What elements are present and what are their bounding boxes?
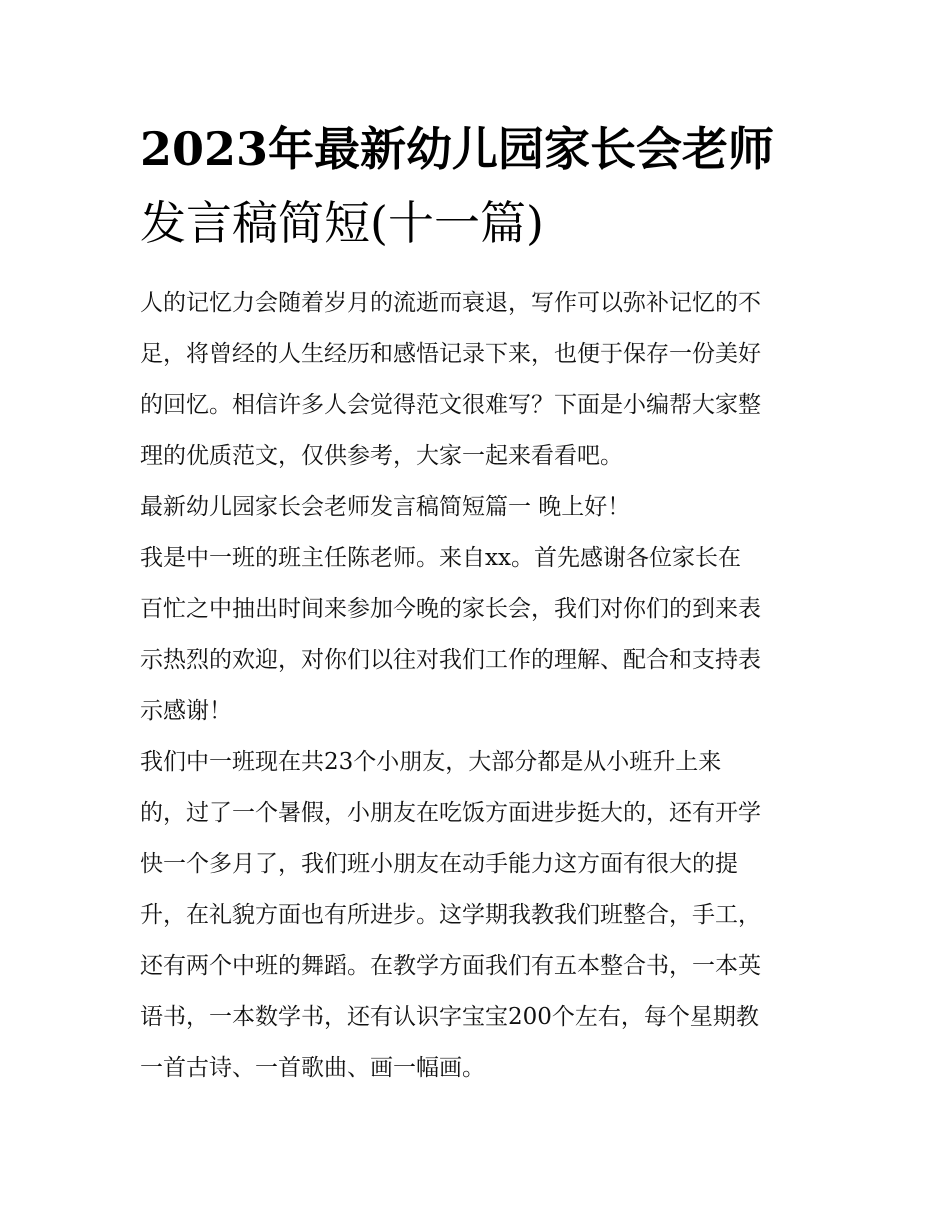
document-body: [140, 278, 820, 1094]
text-line: 百忙之中抽出时间来参加今晚的家长会，我们对你们的到来表: [140, 596, 761, 622]
text-line: 升，在礼貌方面也有所进步。这学期我教我们班整合，手工，: [140, 902, 761, 928]
text-line: 语书，一本数学书，还有认识字宝宝200个左右，每个星期教: [140, 1004, 759, 1030]
text-line: 我们中一班现在共23个小朋友，大部分都是从小班升上来: [140, 749, 722, 775]
paragraph-welcome: [140, 533, 820, 737]
text-line: 人的记忆力会随着岁月的流逝而衰退，写作可以弥补记忆的不: [140, 290, 761, 316]
text-line: 理的优质范文，仅供参考，大家一起来看看吧。: [140, 443, 623, 469]
text-line: 我是中一班的班主任陈老师。来自xx。首先感谢各位家长在: [140, 545, 741, 571]
document-title: [140, 112, 820, 260]
text-line: 还有两个中班的舞蹈。在教学方面我们有五本整合书，一本英: [140, 953, 761, 979]
text-line: 的回忆。相信许多人会觉得范文很难写？下面是小编帮大家整: [140, 392, 761, 418]
intro-paragraph: [140, 278, 820, 482]
text-line: 快一个多月了，我们班小朋友在动手能力这方面有很大的提: [140, 851, 738, 877]
text-line: 示感谢！: [140, 698, 232, 724]
title-line: 发言稿简短(十一篇): [140, 196, 544, 250]
text-line: 示热烈的欢迎，对你们以往对我们工作的理解、配合和支持表: [140, 647, 761, 673]
text-line: 足，将曾经的人生经历和感悟记录下来，也便于保存一份美好: [140, 341, 761, 367]
text-line: 的，过了一个暑假，小朋友在吃饭方面进步挺大的，还有开学: [140, 800, 761, 826]
section-heading: 最新幼儿园家长会老师发言稿简短篇一 晚上好！: [140, 494, 631, 520]
title-line: 2023年最新幼儿园家长会老师: [140, 122, 775, 176]
text-line: 一首古诗、一首歌曲、画一幅画。: [140, 1055, 485, 1081]
paragraph-class-info: [140, 737, 820, 1094]
